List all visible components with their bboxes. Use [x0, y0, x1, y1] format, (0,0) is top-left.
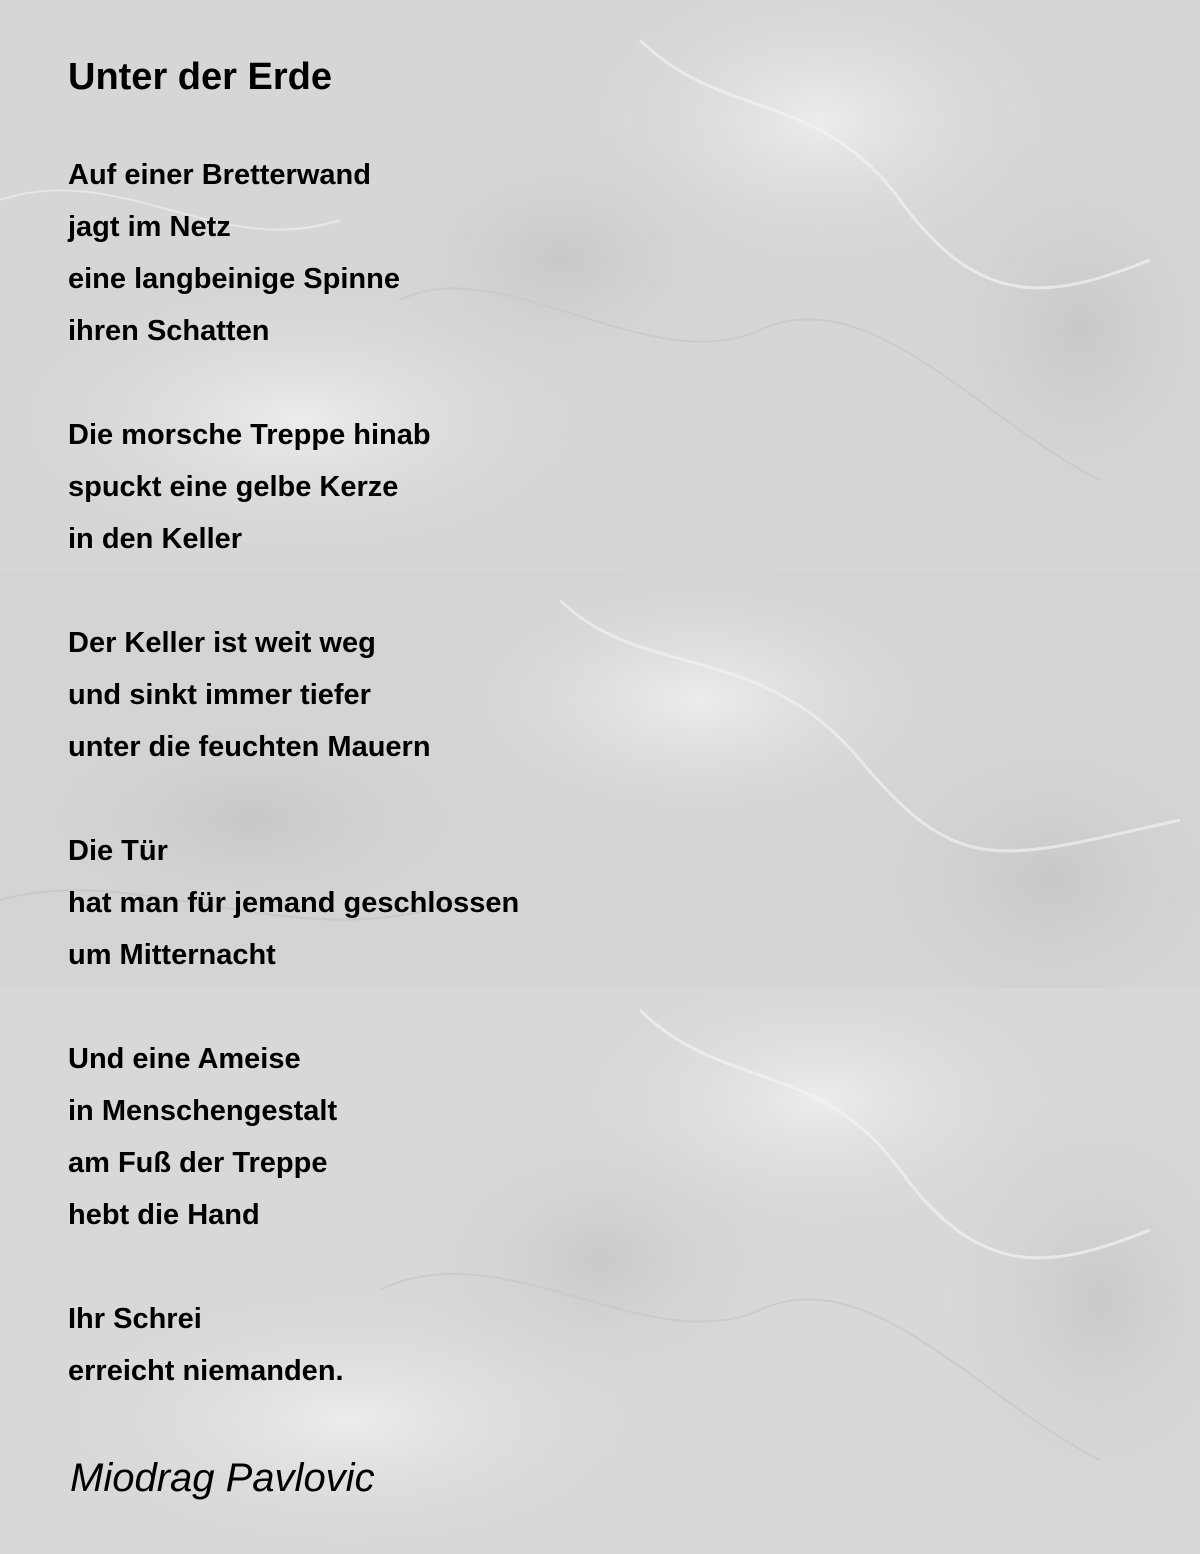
poem-line: in Menschengestalt	[68, 1095, 338, 1127]
poem-line: ihren Schatten	[68, 315, 270, 347]
poem-body	[68, 149, 519, 1449]
stanza-2	[68, 409, 519, 565]
poem-title: Unter der Erde	[68, 56, 332, 98]
poem-author: Miodrag Pavlovic	[70, 1456, 375, 1500]
poem-line: Ihr Schrei	[68, 1303, 202, 1335]
poem-line: um Mitternacht	[68, 939, 276, 971]
poem-line: Der Keller ist weit weg	[68, 627, 376, 659]
poem-line: Die Tür	[68, 835, 168, 867]
stanza-3	[68, 617, 519, 773]
poem-line: unter die feuchten Mauern	[68, 731, 431, 763]
poem-line: erreicht niemanden.	[68, 1355, 344, 1387]
poem-line: und sinkt immer tiefer	[68, 679, 371, 711]
poem-line: jagt im Netz	[68, 211, 231, 243]
stanza-4	[68, 825, 519, 981]
poem-line: Und eine Ameise	[68, 1043, 301, 1075]
stanza-1	[68, 149, 519, 357]
poem-line: Die morsche Treppe hinab	[68, 419, 431, 451]
poem-line: eine langbeinige Spinne	[68, 263, 400, 295]
poem-line: am Fuß der Treppe	[68, 1147, 328, 1179]
poem-line: Auf einer Bretterwand	[68, 159, 371, 191]
poem-line: hebt die Hand	[68, 1199, 260, 1231]
stanza-5	[68, 1033, 519, 1241]
poem-line: spuckt eine gelbe Kerze	[68, 471, 399, 503]
poem-line: hat man für jemand geschlossen	[68, 887, 520, 919]
poem-line: in den Keller	[68, 523, 243, 555]
stanza-6	[68, 1293, 519, 1397]
